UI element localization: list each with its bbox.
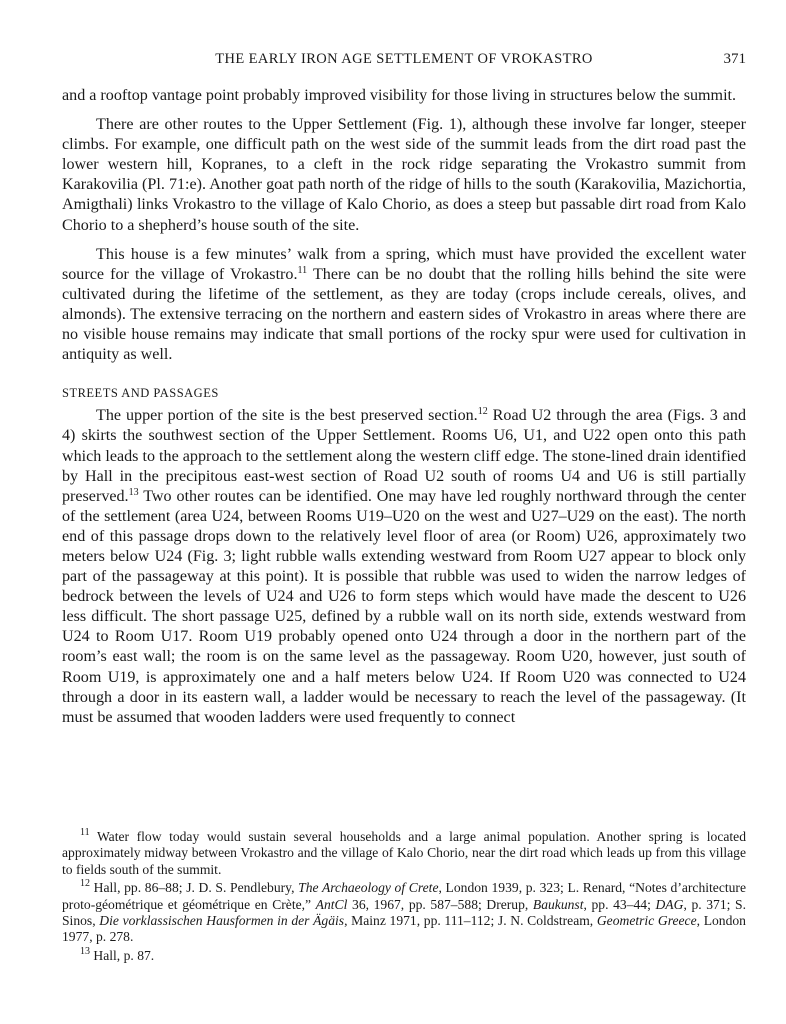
paragraph-text: There can be no doubt that the rolling hills behind the site were cultivated during the lifetime of the settlement, as they are today (crops include cereals, olives, and almonds). The extensive terracing on the northern and eastern sides of Vrokastro in areas where there are no visible house remains may indicate that small portions of the rocky spur were used for cultivation in antiquity as well. [62, 265, 747, 364]
paragraph-text: This house is a few minutes’ walk from a spring, which must have provided the excellent water source for the village of Vrokastro. [62, 245, 746, 283]
footnote-number: 13 [80, 945, 90, 957]
footnote-ref-11: 11 [297, 264, 308, 276]
citation-title: Geometric Greece [596, 913, 697, 929]
footnote-text: , Mainz 1971, pp. 111–112; J. N. Coldstream, [344, 913, 597, 929]
page-number: 371 [723, 51, 746, 67]
main-text [62, 86, 746, 737]
paragraph-text: The upper portion of the site is the best preserved section. [96, 407, 478, 425]
footnote-text: , London 1977, p. 278. [62, 913, 746, 945]
footnote-text: 36, 1967, pp. 587–588; Drerup, [347, 896, 533, 912]
footnote-number: 12 [80, 878, 90, 890]
page-header [62, 51, 746, 73]
citation-title: Die vorklassischen Hausformen in der Ägäis [99, 913, 345, 929]
section-heading: STREETS AND PASSAGES [62, 386, 219, 401]
citation-title: The Archaeology of Crete [298, 880, 439, 896]
footnote-ref-13: 13 [128, 486, 139, 498]
footnote-11 [62, 829, 746, 878]
footnote-text: , p. 371; S. Sinos, [62, 896, 746, 929]
footnotes [62, 829, 746, 966]
citation-title: DAG [655, 896, 684, 912]
paragraph-streets [62, 406, 746, 728]
paragraph-spring [62, 245, 746, 366]
paragraph-continued: and a rooftop vantage point probably improved visibility for those living in structures below the summit. [62, 87, 737, 104]
footnote-13 [62, 945, 746, 964]
running-head: THE EARLY IRON AGE SETTLEMENT OF VROKASTRO [215, 51, 593, 67]
footnote-text: Water flow today would sustain several households and a large animal population. Another spring is located approximately midway between Vrokastro and the village of Kalo Chorio, near the dirt road which leads up from this village to fields south of the summit. [62, 829, 746, 877]
citation-title: Baukunst [532, 896, 584, 912]
footnote-number: 11 [80, 827, 90, 838]
citation-title: AntCl [315, 896, 348, 912]
footnote-12 [62, 880, 746, 946]
paragraph-routes: There are other routes to the Upper Settlement (Fig. 1), although these involve far longer, steeper climbs. For example, one difficult path on the west side of the summit leads from the dirt road past the lower western hill, Kopranes, to a cleft in the rock ridge separating the Vrokastro summit from Karakovilia (Pl. 71:e). Another goat path north of the ridge of hills to the south (Karakovilia, Mazichortia, Amigthali) links Vrokastro to the village of Kalo Chorio, as does a steep but passable dirt road from Kalo Chorio to a shepherd’s house south of the site. [62, 116, 746, 234]
footnote-text: , London 1939, p. 323; L. Renard, “Notes d’architecture proto-géométrique et géométrique en Crète,” [62, 880, 746, 912]
footnote-text: Hall, pp. 86–88; J. D. S. Pendlebury, [90, 880, 299, 896]
footnote-ref-12: 12 [477, 406, 488, 418]
paragraph-text: Two other routes can be identified. One may have led roughly northward through the center of the settlement (area U24, between Rooms U19–U20 on the west and U27–U29 on the east). The north end of this passage drops down to the relatively level floor of area (or Room) U26, approximately two meters below U24 (Fig. 3; light rubble walls extending westward from Room U27 appear to block only part of the passageway at this point). It is possible that rubble was used to widen the narrow ledges of bedrock between the levels of U24 and U26 to form steps which would have made the descent to U26 less difficult. The short passage U25, defined by a rubble wall on its north side, extends westward from U24 to Room U17. Room U19 probably opened onto U24 through a door in the northern part of the room’s east wall; the room is on the same level as the passageway. Room U20, however, just south of Room U19, is approximately one and a half meters below U24. If Room U20 was connected to U24 through a door in its eastern wall, a ladder would be necessary to reach the level of the passageway. (It must be assumed that wooden ladders were used frequently to connect [62, 487, 746, 726]
footnote-text: Hall, p. 87. [90, 947, 155, 963]
footnote-text: , pp. 43–44; [583, 896, 656, 912]
paragraph-text: Road U2 through the area (Figs. 3 and 4) skirts the southwest section of the Upper Settlement. Rooms U6, U1, and U22 open onto this path which leads to the approach to the settlement along the western cliff edge. The stone-lined drain identified by Hall in the precipitous east-west section of Road U2 south of rooms U4 and U6 is still partially preserved. [62, 407, 746, 505]
